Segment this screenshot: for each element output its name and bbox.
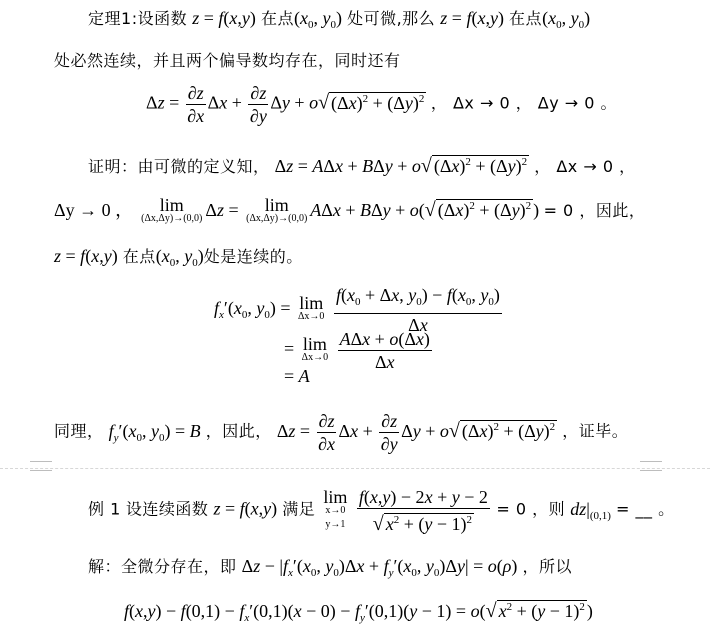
- theorem-label: 定理1: [88, 9, 132, 28]
- solution-label: 解: [88, 557, 105, 576]
- page-break-mark-right: [640, 461, 662, 471]
- proof-same: 同理，: [54, 421, 104, 441]
- example-line: 例 1 设连续函数 z = f(x,y) 满足 lim x→0 y→1 $\frac{f(x,y) - 2x + y - 2}{√ x^2 + (y - 1)^2}$ = 0 ，则 $dz|_{(0,1)}$ = __ 。: [88, 486, 675, 535]
- page-break-mark-left: [30, 461, 52, 471]
- proof-tail-1: ， Δx → 0 ，: [534, 157, 636, 176]
- partial-derivative-line-1: $f_x'(x_0$, $y_0$) = lim Δx→0 $\frac{f(x_0 + \Delta x, y_0) - f(x_0, y_0)}{\Delta x}$: [214, 285, 500, 335]
- proof-label: 证明: [88, 157, 122, 176]
- example-text-2: 满足: [282, 499, 316, 519]
- theorem-line-1: 定理1:设函数 z = f(x,y) 在点($x_0$, $y_0$) 处可微,那么 z = f(x,y) 在点($x_0$, $y_0$): [88, 8, 591, 31]
- partial-derivative-line-3: = A: [284, 366, 310, 386]
- proof-result: = 0 ，因此，: [543, 201, 646, 220]
- delta-y-to-zero: Δy → 0 ，: [54, 200, 134, 220]
- theorem-text-3: 处可微,那么: [347, 9, 436, 28]
- page-break-divider: [0, 468, 710, 469]
- example-limit-sub-y: y→1: [325, 518, 346, 530]
- solution-text: ：全微分存在，即: [104, 557, 237, 576]
- partial-derivative-line-2: = lim Δx→0 $\frac{\text{AΔx + o(Δx)}}{\Delta x}$: [284, 329, 430, 372]
- limit-subscript-3: Δx→0: [298, 311, 325, 322]
- proof-conclusion-line: 同理， $f_y'(x_0$, $y_0) = B$ ，因此， Δz = $\frac{\partial z}{\partial x}$ Δx + $\frac{\partial z}{\partial y}$ Δy + o√ $(\Delta x)^2 + (\Delta y)^2$ ，证毕。: [54, 411, 629, 454]
- solution-tail: ，所以: [522, 557, 572, 576]
- proof-line-2: Δy → 0 ， lim (Δx,Δy)→(0,0) Δz = lim (Δx,Δy)→(0,0) AΔx + BΔy + o(√ $(\Delta x)^2 + (\Delta y)^2$ ) = 0 ，因此，: [54, 194, 646, 224]
- example-blank: = __ 。: [616, 499, 675, 519]
- limit-subscript-4: Δx→0: [301, 351, 329, 363]
- proof-line-1: 证明：由可微的定义知， Δz = AΔx + BΔy + o√ $(\Delta x)^2 + (\Delta y)^2$ ， Δx → 0 ，: [88, 155, 636, 177]
- theorem-text-2: 在点: [260, 9, 294, 28]
- proof-line-3: z = f(x,y) 在点($x_0$, $y_0$)处是连续的。: [54, 246, 303, 269]
- example-label: 例 1: [88, 499, 121, 519]
- proof-continuous: 处是连续的。: [203, 247, 303, 266]
- proof-therefore: ，因此，: [205, 421, 272, 441]
- proof-done: ，证毕。: [562, 421, 629, 441]
- limit-subscript-2: (Δx,Δy)→(0,0): [246, 212, 308, 224]
- example-text-1: 设连续函数: [125, 499, 209, 519]
- limit-subscript-1: (Δx,Δy)→(0,0): [141, 212, 203, 224]
- proof-at-point: 在点: [122, 247, 156, 266]
- theorem-text-1: 设函数: [137, 9, 188, 28]
- theorem-line-2: 处必然连续，并且两个偏导数均存在，同时还有: [54, 51, 401, 70]
- example-text-3: = 0 ，则: [496, 499, 566, 519]
- final-equation: $f(x,y) - f(0,1) - f_x'(0,1)(x - 0) - f_y'(0,1)(y - 1) = o(√$ $x^2 + (y - 1)^2$ ): [124, 600, 593, 624]
- example-limit-sub-x: x→0: [325, 504, 346, 516]
- equation-total-increment: Δz = $\frac{\partial z}{\partial x}$ Δx + $\frac{\partial z}{\partial y}$ Δy + o√ $(\Delta x)^2 + (\Delta y)^2$ ， Δx → 0 ， Δy → 0 。: [146, 83, 618, 126]
- solution-line: 解：全微分存在，即 $\Delta z - |f_x'(x_0$, $y_0)\Delta x + f_y'(x_0$, $y_0)\Delta y| = o(\rho)$ ，所以: [88, 556, 572, 579]
- equation-1-tail: ， Δx → 0 ， Δy → 0 。: [430, 93, 618, 113]
- example-point: (0,1): [589, 509, 611, 522]
- theorem-text-4: 在点: [509, 9, 543, 28]
- proof-intro: ：由可微的定义知，: [121, 157, 270, 176]
